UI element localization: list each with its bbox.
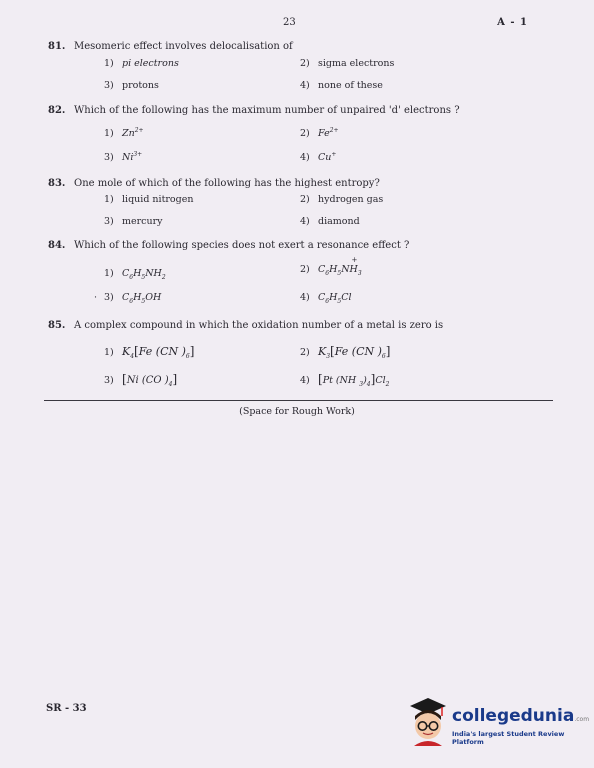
option: 2) $Fe^{2+}$ xyxy=(300,127,339,140)
option: 4) $C_6H_5Cl$ xyxy=(300,292,352,305)
option: 1) liquid nitrogen xyxy=(104,194,194,205)
logo-wordmark: collegedunia.com xyxy=(452,706,590,726)
collegedunia-logo xyxy=(408,694,588,752)
divider-line xyxy=(44,400,553,401)
question-number: 85. xyxy=(48,320,66,331)
question-number: 81. xyxy=(48,41,66,52)
question-84 xyxy=(48,240,409,251)
formula-pt-nh3-4-cl2: [Pt (NH $_3)_4]Cl_2$ xyxy=(318,372,390,388)
rough-work-label: (Space for Rough Work) xyxy=(239,406,355,417)
question-83 xyxy=(48,178,380,189)
option: 3) $Ni^{3+}$ xyxy=(104,151,143,164)
formula-ni-co4: [Ni (CO )$_4$] xyxy=(122,372,178,388)
formula-k3-fe-cn6: $K_3[Fe$ (CN )$_6$] xyxy=(318,344,391,361)
formula-k4-fe-cn6: $K_4[Fe$ (CN )$_6$] xyxy=(122,344,195,361)
option: 2) sigma electrons xyxy=(300,58,395,69)
formula-c6h5nh3-plus: $C_6H_5N$ + $H_3$ xyxy=(318,256,362,277)
formula-c6h5nh2: $C_6H_5NH_2$ xyxy=(122,268,166,281)
option: 4) [Pt (NH $_3)_4]Cl_2$ xyxy=(300,372,390,388)
series-code: SR - 33 xyxy=(46,703,87,714)
option: · 3) $C_6H_5OH$ xyxy=(94,292,162,305)
question-number: 82. xyxy=(48,105,66,116)
option: 3) [Ni (CO )$_4$] xyxy=(104,372,178,388)
formula-c6h5oh: $C_6H_5OH$ xyxy=(122,292,162,305)
option: 3) protons xyxy=(104,80,159,91)
question-text: A complex compound in which the oxidation number of a metal is zero is xyxy=(74,320,444,331)
option: 1) $K_4[Fe$ (CN )$_6$] xyxy=(104,344,195,361)
option: 1) $C_6H_5NH_2$ xyxy=(104,268,166,281)
question-text: Which of the following species does not exert a resonance effect ? xyxy=(74,240,410,251)
option: 4) none of these xyxy=(300,80,383,91)
option: 2) $C_6H_5N$ + $H_3$ xyxy=(300,256,362,277)
formula-c6h5cl: $C_6H_5Cl$ xyxy=(318,292,352,305)
option: 4) diamond xyxy=(300,216,360,227)
question-text: Which of the following has the maximum number of unpaired 'd' electrons ? xyxy=(74,105,460,116)
logo-tagline: India's largest Student Review Platform xyxy=(452,730,565,746)
option: 2) hydrogen gas xyxy=(300,194,384,205)
mascot-icon xyxy=(408,696,448,746)
page-number: 23 xyxy=(283,17,296,28)
option: 3) mercury xyxy=(104,216,163,227)
option: 4) Cu+ xyxy=(300,151,337,164)
question-85 xyxy=(48,320,443,331)
option: 1) $Zn^{2+}$ xyxy=(104,127,144,140)
question-number: 84. xyxy=(48,240,66,251)
question-81 xyxy=(48,41,293,52)
option: 2) $K_3[Fe$ (CN )$_6$] xyxy=(300,344,391,361)
question-82 xyxy=(48,105,460,116)
option: 1) pi electrons xyxy=(104,58,179,69)
question-number: 83. xyxy=(48,178,66,189)
paper-code: A - 1 xyxy=(497,17,528,28)
question-text: Mesomeric effect involves delocalisation of xyxy=(74,41,293,52)
question-text: One mole of which of the following has the highest entropy? xyxy=(74,178,380,189)
